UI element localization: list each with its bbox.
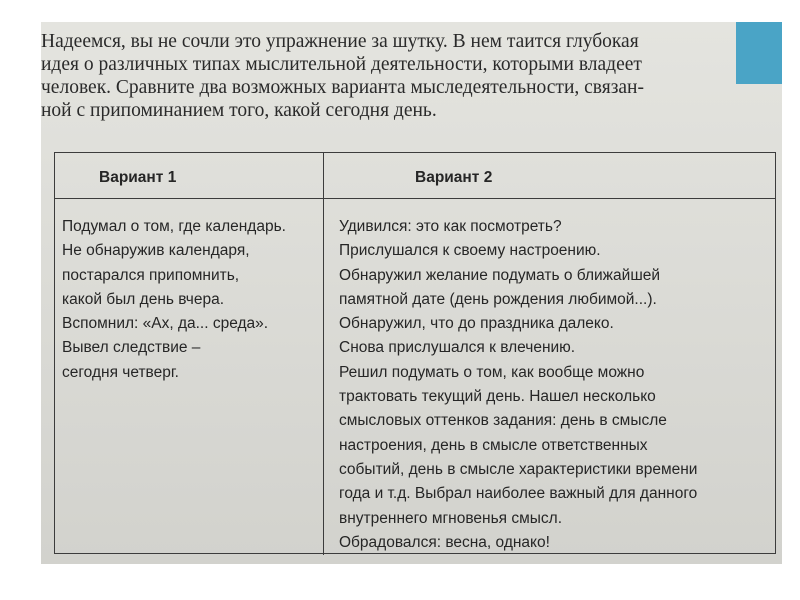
- variant-1-line: Подумал о том, где календарь.: [62, 218, 286, 235]
- variant-2-line: Решил подумать о том, как вообще можно: [339, 363, 645, 381]
- variant-2-line: Прислушался к своему настроению.: [339, 242, 601, 260]
- intro-line: человек. Сравните два возможных варианта мыследеятельности, связан-: [41, 77, 644, 98]
- variant-1-cell: [55, 199, 324, 555]
- variant-1-line: постарался припомнить,: [62, 266, 240, 284]
- variant-2-line: настроения, день в смысле ответственных: [339, 436, 648, 454]
- variant-2-line: года и т.д. Выбрал наиболее важный для данного: [339, 485, 698, 503]
- variant-2-line: внутреннего мгновенья смысл.: [339, 509, 563, 527]
- variant-2-line: Обнаружил желание подумать о ближайшей: [339, 266, 661, 284]
- intro-line: Надеемся, вы не сочли это упражнение за шутку. В нем таится глубокая: [41, 31, 639, 52]
- variant-1-line: Не обнаружив календаря,: [62, 242, 250, 260]
- textbook-page-photo: [41, 22, 782, 564]
- header-variant-2: Вариант 2: [324, 153, 775, 199]
- variant-2-line: памятной дате (день рождения любимой...).: [339, 290, 657, 308]
- variant-2-line: Удивился: это как посмотреть?: [339, 218, 562, 235]
- variant-1-line: Вспомнил: «Ах, да... среда».: [62, 315, 269, 333]
- intro-line: идея о различных типах мыслительной деятельности, которыми владеет: [41, 54, 642, 75]
- variant-2-line: Снова прислушался к влечению.: [339, 339, 576, 357]
- intro-paragraph: [41, 30, 782, 122]
- header-variant-1: Вариант 1: [55, 153, 324, 199]
- variant-1-line: какой был день вчера.: [62, 290, 225, 308]
- variant-2-line: смысловых оттенков задания: день в смысле: [339, 412, 667, 430]
- intro-line: ной с припоминанием того, какой сегодня день.: [41, 100, 437, 121]
- variant-2-line: трактовать текущий день. Нашел несколько: [339, 388, 656, 406]
- variant-2-cell: [324, 199, 775, 555]
- variant-2-line: событий, день в смысле характеристики времени: [339, 460, 698, 478]
- variant-1-line: Вывел следствие –: [62, 339, 201, 357]
- variant-2-line: Обрадовался: весна, однако!: [339, 533, 550, 551]
- variant-1-line: сегодня четверг.: [62, 363, 179, 381]
- comparison-table: [54, 152, 776, 554]
- variant-2-line: Обнаружил, что до праздника далеко.: [339, 315, 614, 333]
